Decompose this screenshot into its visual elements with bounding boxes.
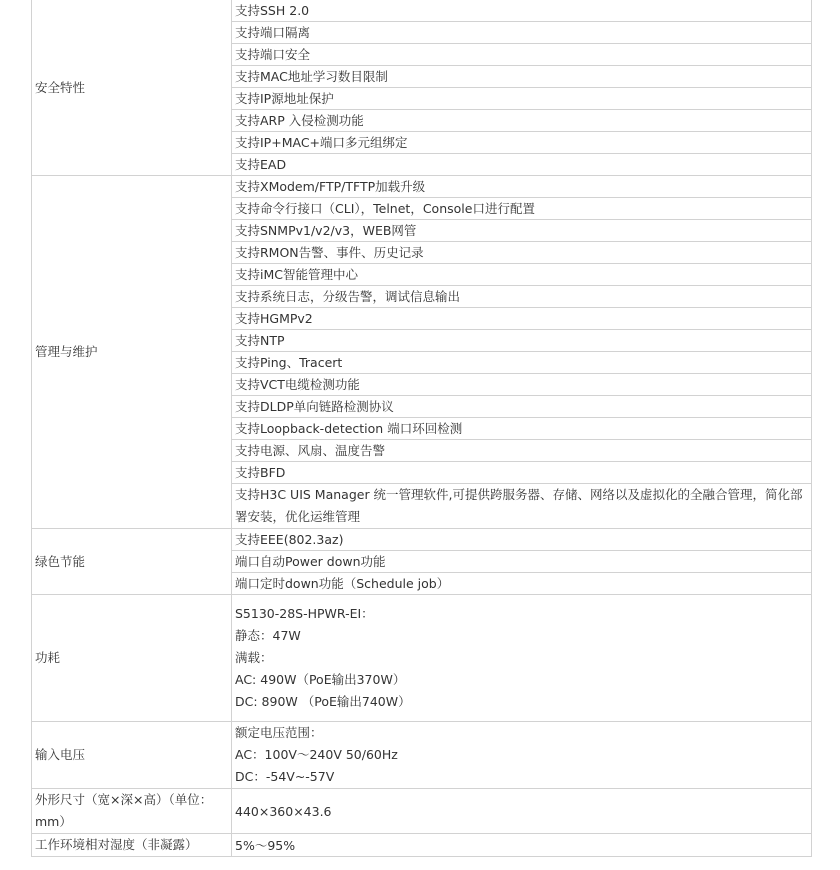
spec-item: 支持iMC智能管理中心: [232, 264, 812, 286]
spec-item: 支持SSH 2.0: [232, 0, 812, 22]
voltage-line: DC：-54V~-57V: [235, 769, 335, 784]
table-row: [32, 0, 812, 22]
spec-item: 支持MAC地址学习数目限制: [232, 66, 812, 88]
spec-item: 支持端口隔离: [232, 22, 812, 44]
voltage-cell: [232, 722, 812, 789]
category-dimensions: 外形尺寸（宽×深×高）（单位：mm）: [32, 789, 232, 834]
category-management: 管理与维护: [32, 176, 232, 529]
category-voltage: 输入电压: [32, 722, 232, 789]
spec-item: 支持电源、风扇、温度告警: [232, 440, 812, 462]
spec-item: 支持IP源地址保护: [232, 88, 812, 110]
spec-item: 支持NTP: [232, 330, 812, 352]
spec-item: 5%～95%: [232, 834, 812, 857]
spec-item: 支持BFD: [232, 462, 812, 484]
spec-item: 端口定时down功能（Schedule job）: [232, 573, 812, 595]
spec-item: 支持ARP 入侵检测功能: [232, 110, 812, 132]
table-row: [32, 789, 812, 834]
spec-item: 支持命令行接口（CLI），Telnet，Console口进行配置: [232, 198, 812, 220]
power-line: AC: 490W（PoE输出370W）: [235, 672, 406, 687]
spec-item: 支持EEE(802.3az): [232, 529, 812, 551]
spec-item: 支持VCT电缆检测功能: [232, 374, 812, 396]
spec-item: 支持RMON告警、事件、历史记录: [232, 242, 812, 264]
spec-item: 支持HGMPv2: [232, 308, 812, 330]
spec-item: 支持EAD: [232, 154, 812, 176]
power-cell: [232, 595, 812, 722]
spec-item: 支持XModem/FTP/TFTP加载升级: [232, 176, 812, 198]
spec-table: [31, 0, 812, 857]
spec-item: 支持DLDP单向链路检测协议: [232, 396, 812, 418]
category-security: 安全特性: [32, 0, 232, 176]
table-row: [32, 722, 812, 789]
table-row: [32, 176, 812, 198]
spec-item: 支持端口安全: [232, 44, 812, 66]
spec-item: 支持H3C UIS Manager 统一管理软件,可提供跨服务器、存储、网络以及虚拟化的全融合管理，简化部署安装，优化运维管理: [232, 484, 812, 529]
spec-item: 支持Ping、Tracert: [232, 352, 812, 374]
table-row: [32, 834, 812, 857]
table-row: [32, 529, 812, 551]
spec-item: 440×360×43.6: [232, 789, 812, 834]
category-green: 绿色节能: [32, 529, 232, 595]
table-row: [32, 595, 812, 722]
power-line: 静态：47W: [235, 628, 301, 643]
spec-item: 支持SNMPv1/v2/v3，WEB网管: [232, 220, 812, 242]
power-line: S5130-28S-HPWR-EI：: [235, 606, 374, 621]
spec-item: 支持系统日志，分级告警，调试信息输出: [232, 286, 812, 308]
voltage-line: 额定电压范围：: [235, 725, 323, 740]
power-line: 满载：: [235, 650, 273, 665]
category-humidity: 工作环境相对湿度（非凝露）: [32, 834, 232, 857]
spec-item: 端口自动Power down功能: [232, 551, 812, 573]
spec-item: 支持IP+MAC+端口多元组绑定: [232, 132, 812, 154]
spec-item: 支持Loopback-detection 端口环回检测: [232, 418, 812, 440]
power-line: DC: 890W （PoE输出740W）: [235, 694, 411, 709]
category-power: 功耗: [32, 595, 232, 722]
voltage-line: AC：100V～240V 50/60Hz: [235, 747, 398, 762]
